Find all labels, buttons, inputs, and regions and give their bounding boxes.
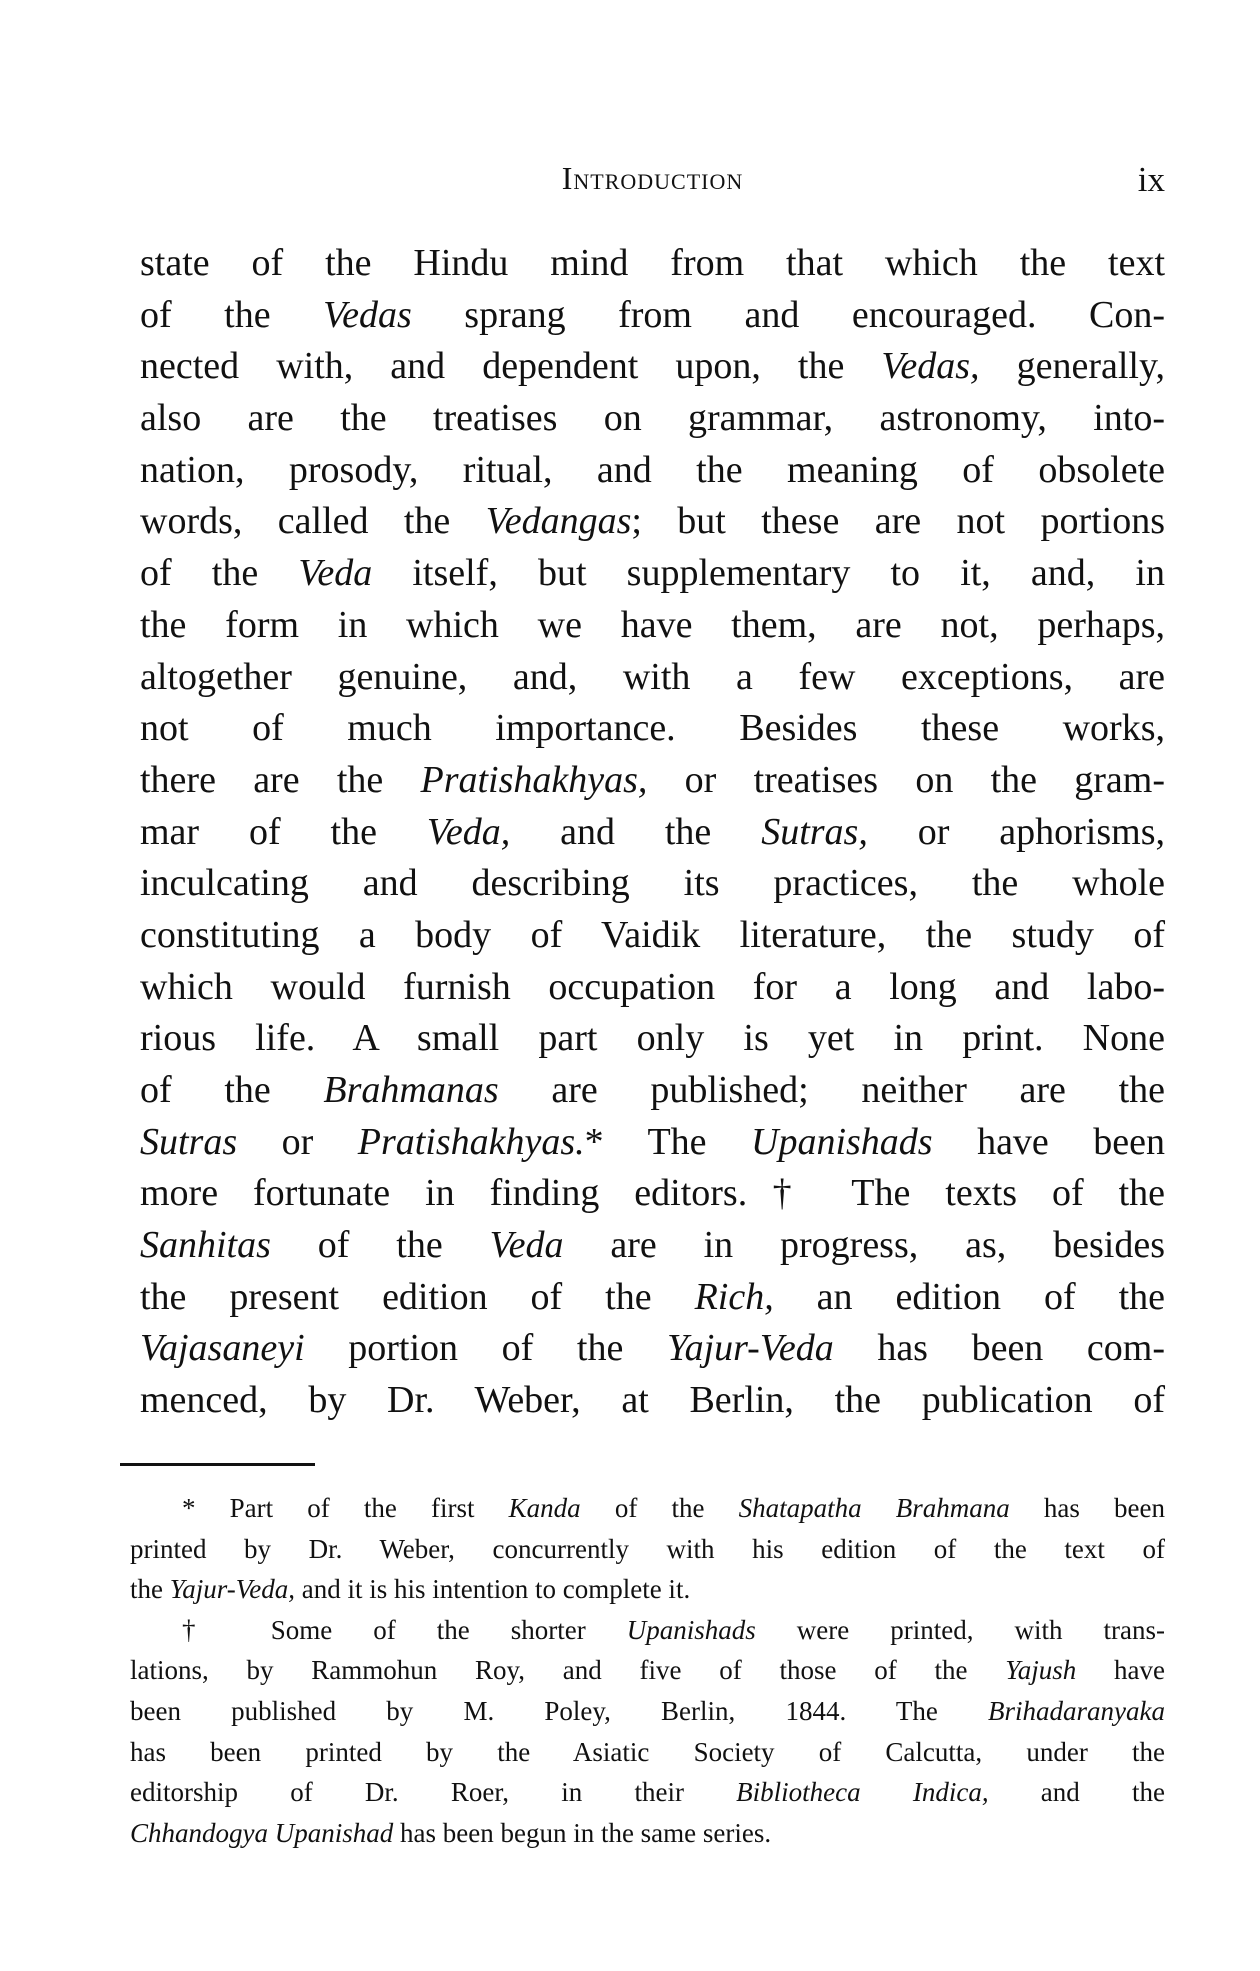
text-run: generally,: [979, 345, 1165, 388]
italic-text: Pratishakhyas.: [357, 1120, 585, 1163]
text-run: of the: [140, 293, 324, 336]
footnote-line: [130, 1772, 1165, 1813]
text-run: nected with, and dependent upon, the: [140, 345, 882, 388]
page-number: ix: [1137, 160, 1165, 199]
text-run: the form in which we have them, are not, perhaps,: [140, 603, 1165, 646]
footnote-line: [130, 1488, 1165, 1529]
text-run: been published by M. Poley, Berlin, 1844. The: [130, 1695, 989, 1726]
italic-text: Upanishads: [751, 1120, 933, 1163]
running-head-title: Introduction: [561, 160, 744, 196]
text-run: has been: [1009, 1493, 1165, 1523]
body-line: [140, 962, 1165, 1014]
body-line: [140, 600, 1165, 652]
footnote-line: [130, 1691, 1165, 1732]
text-run: nation, prosody, ritual, and the meaning of obsolete: [140, 448, 1165, 491]
italic-text: Upanishads: [626, 1614, 756, 1645]
footnotes: [130, 1488, 1165, 1853]
body-line: [140, 393, 1165, 445]
italic-text: Sanhitas: [140, 1224, 271, 1267]
footnote-separator-rule: [120, 1463, 315, 1466]
italic-text: Brahmanas: [323, 1069, 499, 1111]
text-run: of the: [580, 1493, 739, 1523]
text-run: itself, but supplementary to it, and, in: [372, 552, 1165, 595]
italic-text: Yajush: [1005, 1655, 1077, 1686]
body-line: [140, 1168, 1165, 1220]
text-run: or: [237, 1120, 358, 1163]
text-run: which would furnish occupation for a long and labo-: [140, 965, 1165, 1008]
body-line: [140, 858, 1165, 910]
italic-text: Veda,: [426, 810, 511, 853]
text-run: of the: [140, 1069, 324, 1111]
body-line: [140, 548, 1165, 600]
italic-text: Bibliotheca Indica,: [736, 1777, 989, 1808]
footnote-line: [130, 1569, 1165, 1610]
text-run: lations, by Rammohun Roy, and five of those of the: [130, 1655, 1006, 1686]
italic-text: Yajur-Veda,: [169, 1574, 295, 1605]
text-run: and it is his intention to complete it.: [294, 1574, 691, 1605]
body-line: [140, 703, 1165, 755]
text-run: rious life. A small part only is yet in print. None: [140, 1017, 1165, 1060]
italic-text: Yajur-Veda: [666, 1327, 834, 1370]
body-line: [140, 1375, 1165, 1427]
text-run: the: [130, 1574, 170, 1605]
body-line: [140, 1272, 1165, 1324]
body-line: [140, 755, 1165, 807]
text-run: and the: [988, 1777, 1165, 1808]
body-line: [140, 341, 1165, 393]
footnote-line: [130, 1610, 1165, 1651]
text-run: ; but these are not portions: [631, 500, 1165, 543]
text-run: an edition of the: [773, 1275, 1166, 1318]
italic-text: Vedas,: [881, 345, 980, 388]
italic-text: Veda: [489, 1224, 564, 1267]
text-run: sprang from and encouraged. Con-: [411, 293, 1165, 336]
text-run: printed by Dr. Weber, concurrently with his edition of the text of: [130, 1533, 1165, 1564]
body-line: [140, 910, 1165, 962]
text-run: portion of the: [304, 1327, 667, 1370]
text-run: or aphorisms,: [867, 810, 1165, 853]
text-run: have been: [932, 1120, 1165, 1163]
body-line: [140, 445, 1165, 497]
italic-text: Vajasaneyi: [140, 1327, 305, 1370]
text-run: and the: [510, 810, 762, 853]
text-run: state of the Hindu mind from that which the text: [140, 242, 1165, 284]
footnote-line: [130, 1529, 1165, 1570]
italic-text: Chhandogya Upanishad: [130, 1817, 394, 1848]
italic-text: Pratishakhyas,: [420, 758, 648, 801]
italic-text: Vedangas: [485, 500, 632, 543]
text-run: has been com-: [833, 1327, 1165, 1370]
body-line: [140, 496, 1165, 548]
text-run: mar of the: [140, 810, 427, 853]
text-run: were printed, with trans-: [755, 1614, 1166, 1645]
italic-text: Shatapatha Brahmana: [738, 1493, 1010, 1523]
text-run: have: [1076, 1655, 1166, 1686]
text-run: altogether genuine, and, with a few exceptions, are: [140, 655, 1165, 698]
text-run: the present edition of the: [140, 1275, 695, 1318]
text-run: not of much importance. Besides these works,: [140, 707, 1165, 750]
body-line: [140, 1013, 1165, 1065]
body-text: [140, 238, 1165, 1427]
text-run: menced, by Dr. Weber, at Berlin, the publication of: [140, 1379, 1165, 1422]
text-run: of the: [140, 552, 299, 595]
text-run: there are the: [140, 758, 421, 801]
body-line: [140, 1065, 1165, 1117]
body-line: [140, 1117, 1165, 1169]
text-run: or treatises on the gram-: [647, 758, 1165, 801]
text-run: words, called the: [140, 500, 486, 543]
text-run: editorship of Dr. Roer, in their: [130, 1777, 737, 1808]
footnote-line: [130, 1732, 1165, 1773]
text-run: has been printed by the Asiatic Society of Calcutta, under the: [130, 1736, 1165, 1767]
body-line: [140, 652, 1165, 704]
text-run: has been begun in the same series.: [393, 1817, 772, 1848]
running-head: [140, 160, 1165, 206]
text-run: more fortunate in finding editors.† The texts of the: [140, 1172, 1165, 1215]
text-run: also are the treatises on grammar, astronomy, into-: [140, 397, 1165, 440]
text-run: of the: [270, 1224, 490, 1267]
body-line: [140, 290, 1165, 342]
italic-text: Sutras: [140, 1120, 238, 1163]
text-run: inculcating and describing its practices, the whole: [140, 862, 1165, 905]
italic-text: Sutras,: [761, 810, 868, 853]
italic-text: Veda: [298, 552, 373, 595]
body-line: [140, 238, 1165, 290]
italic-text: Rich,: [694, 1275, 774, 1318]
footnote-line: [130, 1650, 1165, 1691]
text-run: constituting a body of Vaidik literature, the study of: [140, 913, 1165, 956]
text-run: * The: [584, 1120, 752, 1163]
italic-text: Vedas: [323, 293, 412, 336]
text-run: * Part of the first: [182, 1493, 509, 1523]
body-line: [140, 1323, 1165, 1375]
text-run: † Some of the shorter: [182, 1614, 627, 1645]
italic-text: Brihadaranyaka: [988, 1695, 1165, 1726]
body-line: [140, 807, 1165, 859]
body-line: [140, 1220, 1165, 1272]
text-run: are in progress, as, besides: [563, 1224, 1166, 1267]
text-run: are published; neither are the: [498, 1069, 1166, 1111]
italic-text: Kanda: [508, 1493, 581, 1523]
footnote-line: [130, 1813, 1165, 1854]
